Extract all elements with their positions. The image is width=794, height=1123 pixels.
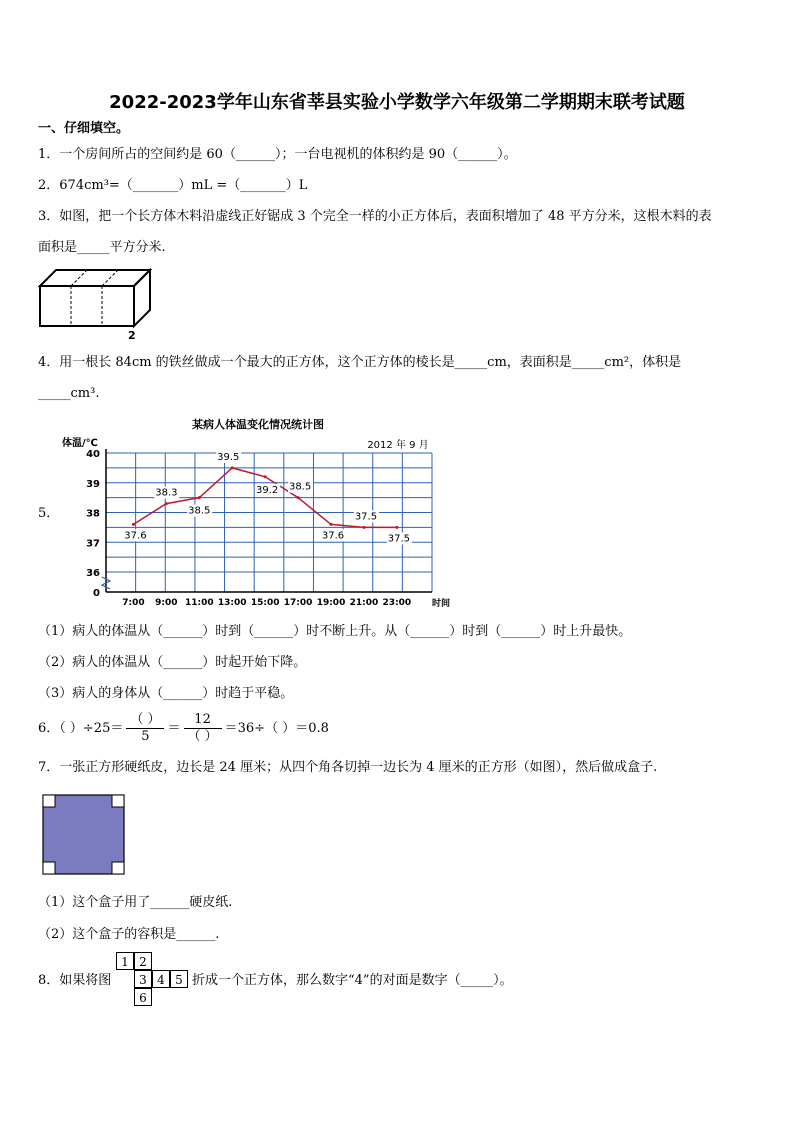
q6-prefix: 6．（ ）÷25＝ [38,721,124,736]
question-4-line-1: 4．用一根长 84cm 的铁丝做成一个最大的正方体，这个正方体的棱长是_____cm，表面积是_____cm²，体积是 [38,355,682,370]
cuboid-dimension-label: 2 [128,329,136,342]
data-label: 37.6 [124,530,147,542]
net-cell: 3 [134,970,152,988]
question-5-part-2: （2）病人的体温从（______）时起开始下降。 [38,655,307,670]
y-tick-label: 39 [86,478,100,490]
x-tick-label: 23:00 [382,598,412,608]
data-point [297,496,300,499]
question-4-line-2: _____cm³. [38,386,100,401]
net-cell: 5 [170,970,188,988]
y-tick-label: 38 [86,508,100,520]
net-cell: 1 [116,952,134,970]
question-7: 7．一张正方形硬纸皮，边长是 24 厘米；从四个角各切掉一边长为 4 厘米的正方形（如图），然后做成盒子. [38,760,658,775]
net-cell: 4 [152,970,170,988]
x-tick-label: 13:00 [217,598,247,608]
data-label: 37.5 [354,511,378,523]
temperature-line-chart [58,412,458,612]
data-label: 38.5 [288,481,312,493]
chart-title: 某病人体温变化情况统计图 [192,418,324,431]
net-cell: 6 [134,988,152,1006]
data-point [132,523,135,526]
data-point [198,496,201,499]
y-tick-label: 37 [86,538,100,550]
question-3-line-2: 面积是_____平方分米. [38,240,166,255]
x-tick-label: 19:00 [316,598,346,608]
data-label: 39.5 [217,451,240,463]
question-7-part-2: （2）这个盒子的容积是______. [38,927,220,942]
question-5-number: 5． [38,506,60,521]
data-point [330,523,333,526]
y-tick-label: 40 [86,449,100,460]
page-title: 2022-2023学年山东省莘县实验小学数学六年级第二学期期末联考试题 [109,92,685,113]
q6-equals: ＝ [167,721,181,736]
data-label: 38.3 [155,487,178,499]
net-cell: 2 [134,952,152,970]
question-5-part-1: （1）病人的体温从（______）时到（______）时不断上升。从（______）时到（______）时上升最快。 [38,624,632,639]
data-point [264,475,267,478]
question-6 [38,710,329,748]
question-2: 2．674cm³=（_______）mL =（_______）L [38,178,308,193]
section-heading: 一、仔细填空。 [38,121,130,136]
data-label: 38.5 [188,505,211,517]
q6-fraction-1: $\frac{( )}{5}$ [126,712,164,745]
question-8-suffix: 折成一个正方体，那么数字“4”的对面是数字（_____）。 [192,973,513,988]
x-tick-label: 15:00 [250,598,280,608]
y-tick-label: 36 [86,568,100,579]
data-point [395,526,398,529]
question-8-prefix: 8．如果将图 [38,973,112,988]
q6-suffix: ＝36÷（ ）＝0.8 [224,721,329,736]
q6-fraction-2: $\frac{12}{( )}$ [184,712,222,745]
question-1: 1．一个房间所占的空间约是 60（______）；一台电视机的体积约是 90（______）。 [38,147,517,162]
data-point [231,466,234,469]
y-tick-label: 0 [93,588,100,599]
question-7-part-1: （1）这个盒子用了______硬皮纸. [38,895,233,910]
cuboid-figure [36,264,156,342]
data-point [165,502,168,505]
data-label: 39.2 [256,484,279,496]
cardboard-square-figure [42,794,126,876]
x-tick-label: 17:00 [283,598,313,608]
data-label: 37.5 [387,533,411,545]
chart-date-label: 2012 年 9 月 [367,440,429,451]
chart-x-axis-label: 时间 [432,599,451,609]
question-3-line-1: 3．如图，把一个长方体木料沿虚线正好锯成 3 个完全一样的小正方体后，表面积增加了 48 平方分米，这根木料的表 [38,209,712,224]
x-tick-label: 21:00 [349,598,379,608]
data-point [362,526,365,529]
data-label: 37.6 [321,530,345,542]
x-tick-label: 7:00 [122,598,145,608]
chart-y-axis-label: 体温/℃ [62,438,98,449]
axis-break-mark [102,577,110,589]
question-5-part-3: （3）病人的身体从（______）时趋于平稳。 [38,686,294,701]
x-tick-label: 9:00 [155,598,178,608]
x-tick-label: 11:00 [184,598,214,608]
